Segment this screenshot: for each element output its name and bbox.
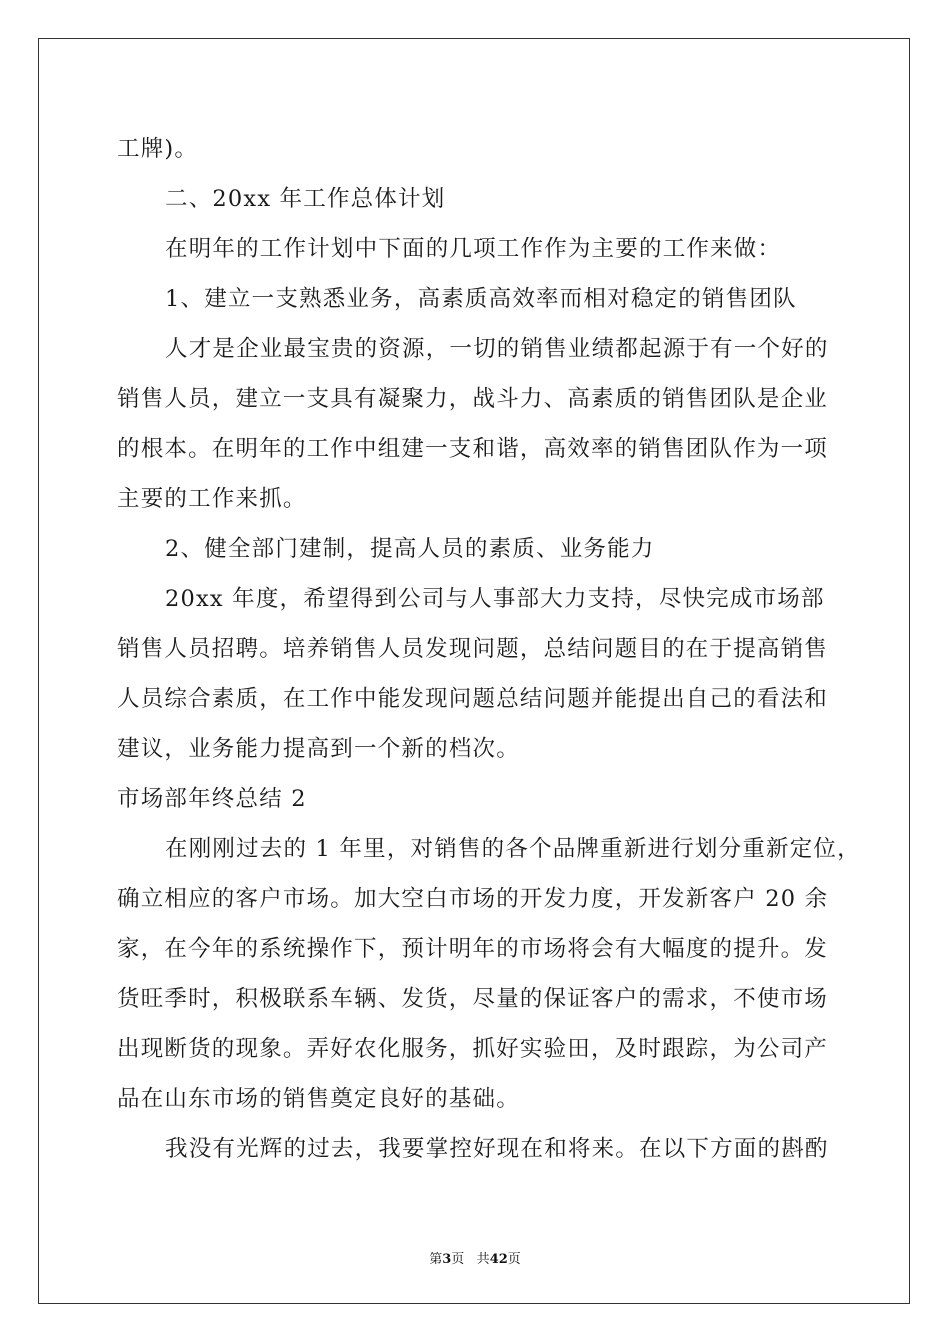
- text-line: 在刚刚过去的 1 年里，对销售的各个品牌重新进行划分重新定位，: [165, 836, 861, 862]
- text-line: 二、20xx 年工作总体计划: [165, 186, 446, 212]
- text-line: 主要的工作来抓。: [117, 486, 307, 512]
- text-line: 我没有光辉的过去，我要掌控好现在和将来。在以下方面的斟酌: [165, 1136, 829, 1162]
- footer-total-prefix: 共: [476, 1252, 490, 1267]
- text-line: 的根本。在明年的工作中组建一支和谐，高效率的销售团队作为一项: [117, 436, 829, 462]
- text-line: 人员综合素质，在工作中能发现问题总结问题并能提出自己的看法和: [117, 686, 829, 712]
- text-line: 市场部年终总结 2: [117, 786, 307, 812]
- document-body: [117, 124, 861, 1174]
- text-line: 建议，业务能力提高到一个新的档次。: [117, 736, 520, 762]
- text-line: 确立相应的客户市场。加大空白市场的开发力度，开发新客户 20 余: [117, 886, 829, 912]
- text-line: 在明年的工作计划中下面的几项工作作为主要的工作来做：: [165, 236, 782, 262]
- footer-page-prefix: 第: [429, 1252, 443, 1267]
- text-line: 货旺季时，积极联系车辆、发货，尽量的保证客户的需求，不使市场: [117, 986, 829, 1012]
- footer-page-number: 3: [442, 1252, 452, 1267]
- footer-total-pages: 42: [489, 1252, 508, 1267]
- text-line: 品在山东市场的销售奠定良好的基础。: [117, 1086, 520, 1112]
- footer-total-suffix: 页: [507, 1252, 521, 1267]
- text-line: 出现断货的现象。弄好农化服务，抓好实验田，及时跟踪，为公司产: [117, 1036, 829, 1062]
- text-line: 2、健全部门建制，提高人员的素质、业务能力: [165, 536, 655, 562]
- text-line: 20xx 年度，希望得到公司与人事部大力支持，尽快完成市场部: [165, 586, 825, 612]
- text-line: 销售人员招聘。培养销售人员发现问题，总结问题目的在于提高销售: [117, 636, 829, 662]
- text-line: 销售人员，建立一支具有凝聚力，战斗力、高素质的销售团队是企业: [117, 386, 829, 412]
- text-line: 工牌)。: [117, 136, 199, 162]
- page-footer: [0, 1248, 950, 1267]
- text-line: 家，在今年的系统操作下，预计明年的市场将会有大幅度的提升。发: [117, 936, 829, 962]
- text-line: 人才是企业最宝贵的资源，一切的销售业绩都起源于有一个好的: [165, 336, 829, 362]
- text-line: 1、建立一支熟悉业务，高素质高效率而相对稳定的销售团队: [165, 286, 797, 312]
- footer-page-suffix: 页: [451, 1252, 465, 1267]
